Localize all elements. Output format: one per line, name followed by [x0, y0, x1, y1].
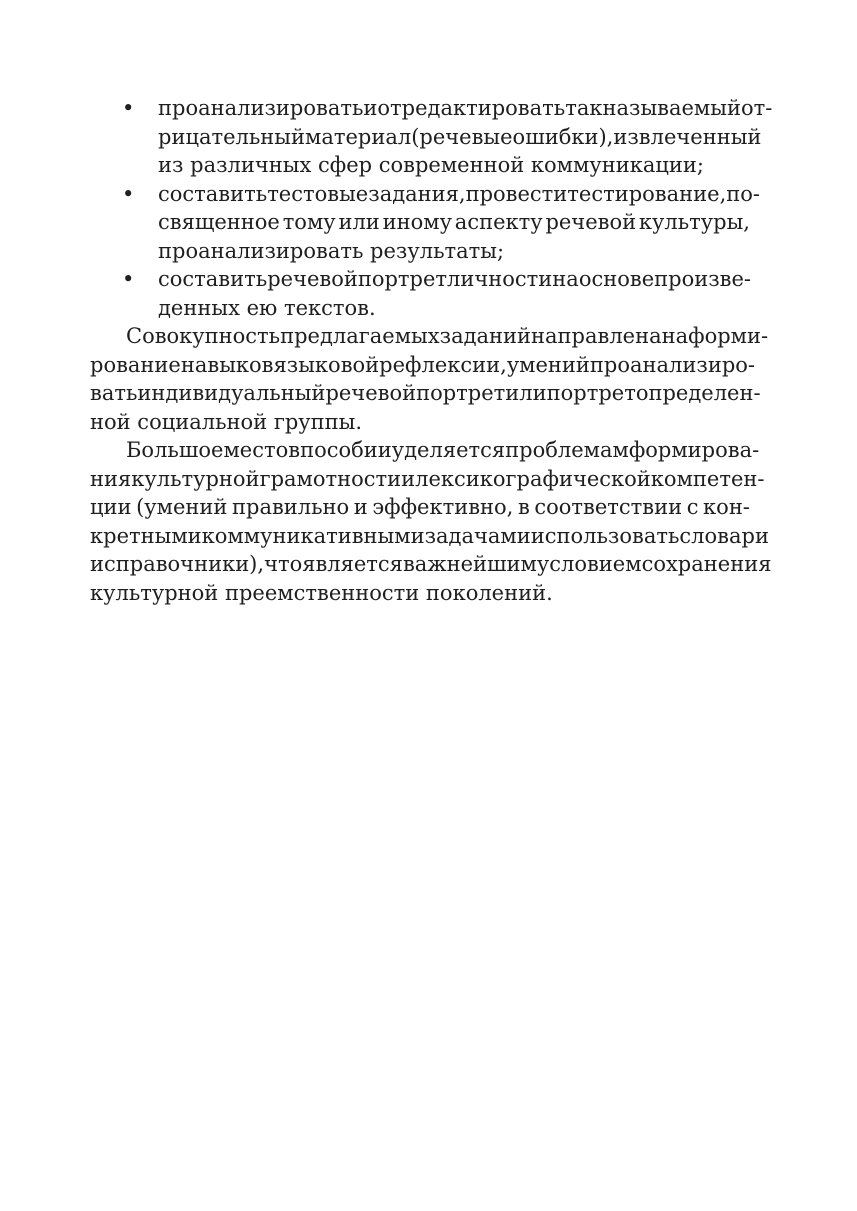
bullet-icon: •: [122, 181, 135, 206]
text-line: денных ею текстов.: [158, 295, 376, 320]
text-line: Большое место в пособии уделяется проблемам формирова-: [126, 438, 760, 462]
text-line: из различных сфер современной коммуникации;: [158, 153, 704, 177]
page-body: [90, 94, 773, 607]
text-line: кретными коммуникативными задачами использовать словари: [90, 523, 769, 548]
text-line: священное тому или иному аспекту речевой культуры,: [158, 210, 750, 234]
bullet-item-1: [90, 94, 773, 180]
text-line: вать индивидуальный речевой портрет или портрет определен-: [90, 381, 761, 405]
text-line: ции (умений правильно и эффективно, в соответствии с кон-: [90, 495, 750, 519]
text-line: ния культурной грамотности и лексикографической компетен-: [90, 466, 765, 491]
text-line: Совокупность предлагаемых заданий направлена на форми-: [126, 324, 769, 348]
bullet-icon: •: [122, 96, 135, 120]
text-line: культурной преемственности поколений.: [90, 580, 553, 605]
text-line: рование навыков языковой рефлексии, умений проанализиро-: [90, 352, 756, 377]
text-line: и справочники), что является важнейшим условием сохранения: [90, 552, 772, 576]
bullet-item-2: [90, 180, 760, 266]
paragraph-1: [90, 322, 769, 436]
text-line: ной социальной группы.: [90, 409, 363, 434]
bullet-item-3: [90, 265, 750, 322]
text-line: составить речевой портрет личности на основе произве-: [158, 267, 752, 291]
text-line: проанализировать результаты;: [158, 238, 505, 263]
bullet-icon: •: [122, 267, 135, 291]
text-line: составить тестовые задания, провести тестирование, по-: [158, 181, 760, 206]
text-line: проанализировать и отредактировать так называемый от-: [158, 96, 773, 120]
paragraph-2: [90, 436, 772, 607]
text-line: рицательный материал (речевые ошибки), извлеченный: [158, 124, 762, 149]
